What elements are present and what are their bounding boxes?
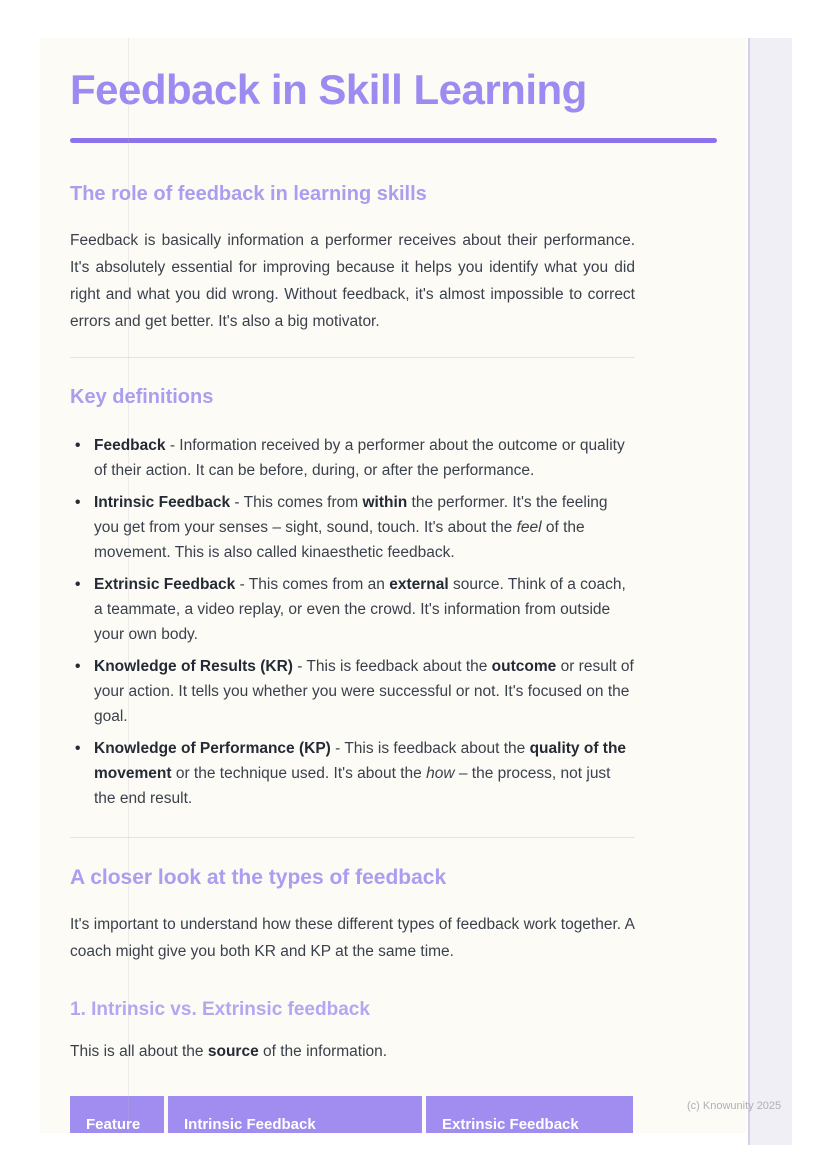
watermark: (c) Knowunity 2025 bbox=[687, 1100, 782, 1112]
title-underline bbox=[70, 138, 717, 143]
list-item-extrinsic-feedback: • Extrinsic Feedback - This comes from an external source. Think of a coach, a teammate, a video replay, or even the crowd. It's information from outside your own body. bbox=[70, 572, 635, 647]
document-page bbox=[40, 38, 746, 1133]
list-item-feedback: • Feedback - Information received by a performer about the outcome or quality of their action. It can be before, during, or after the performance. bbox=[70, 433, 635, 483]
list-item-intrinsic-feedback: • Intrinsic Feedback - This comes from within the performer. It's the feeling you get from your senses – sight, sound, touch. It's about the feel of the movement. This is also called kinaesthetic feedback. bbox=[70, 490, 635, 565]
divider-2 bbox=[70, 837, 635, 838]
section-heading-definitions: Key definitions bbox=[70, 386, 214, 409]
section-heading-role: The role of feedback in learning skills bbox=[70, 183, 427, 206]
definitions-list bbox=[70, 433, 635, 811]
table-header-intrinsic-feedback: Intrinsic Feedback bbox=[168, 1096, 422, 1133]
table-header-feature: Feature bbox=[70, 1096, 164, 1133]
section-heading-types: A closer look at the types of feedback bbox=[70, 866, 447, 890]
paragraph-types-intro: It's important to understand how these different types of feedback work together. A coach might give you both KR and KP at the same time. bbox=[70, 916, 635, 961]
list-item-knowledge-of-performance: • Knowledge of Performance (KP) - This is feedback about the quality of the movement or the technique used. It's about the how – the process, not just the end result. bbox=[70, 736, 635, 811]
paragraph-role-of-feedback: Feedback is basically information a performer receives about their performance. It's absolutely essential for improving because it helps you identify what you did right and what you did wrong. Without feedback, it's almost impossible to correct errors and get better. It's also a big motivator. bbox=[70, 232, 635, 331]
divider-1 bbox=[70, 357, 635, 358]
list-item-knowledge-of-results: • Knowledge of Results (KR) - This is feedback about the outcome or result of your action. It tells you whether you were successful or not. It's focused on the goal. bbox=[70, 654, 635, 729]
comparison-table-header-row bbox=[70, 1096, 633, 1133]
page-title: Feedback in Skill Learning bbox=[70, 66, 587, 113]
paragraph-source: This is all about the source of the information. bbox=[70, 1043, 388, 1061]
subsection-heading-intrinsic-vs-extrinsic: 1. Intrinsic vs. Extrinsic feedback bbox=[70, 999, 370, 1021]
next-page-edge bbox=[748, 38, 792, 1145]
table-header-extrinsic-feedback: Extrinsic Feedback bbox=[426, 1096, 633, 1133]
